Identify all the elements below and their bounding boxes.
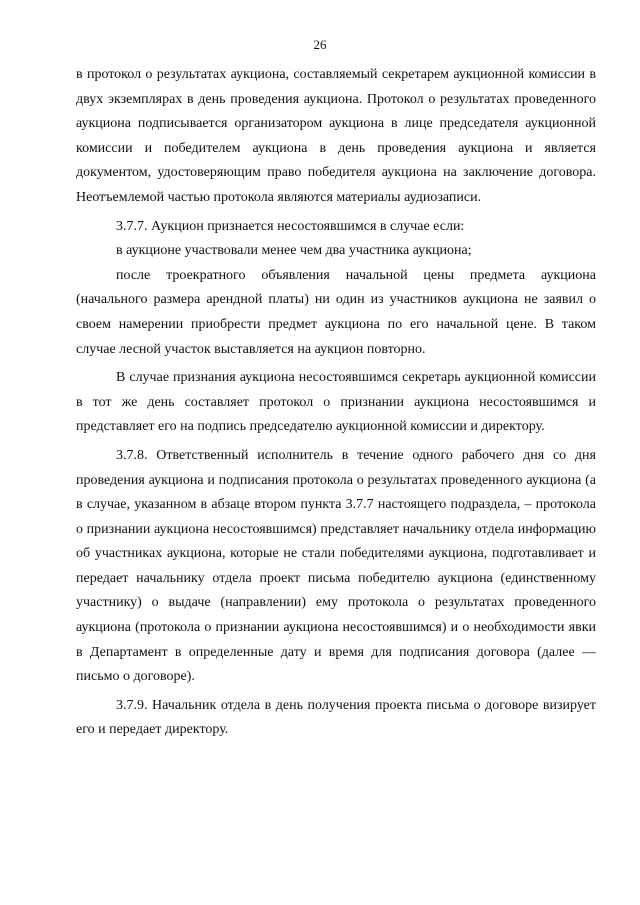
paragraph-3-7-9: 3.7.9. Начальник отдела в день получения проекта письма о договоре визирует его и передает директору. bbox=[76, 697, 596, 738]
paragraph-failed-auction-protocol: В случае признания аукциона несостоявшимся секретарь аукционной комиссии в тот же день составляет протокол о признании аукциона несостоявшимся и представляет его на подпись председателю аукционной комиссии и директору. bbox=[76, 370, 596, 435]
paragraph-3-7-7-condition-1: в аукционе участвовали менее чем два участника аукциона; bbox=[116, 243, 472, 259]
paragraph-3-7-8: 3.7.8. Ответственный исполнитель в течение одного рабочего дня со дня проведения аукциона и подписания протокола о результатах проведенного аукциона (а в случае, указанном в абзаце втором пункта 3.7.7 настоящего подраздела, – протокола о признании аукциона несостоявшимся) представляет начальнику отдела информацию об участниках аукциона, которые не стали победителями аукциона, подготавливает и передает начальнику отдела проект письма победителю аукциона (единственному участнику) о выдаче (направлении) ему протокола о результатах проведенного аукциона (протокола о признании аукциона несостоявшимся) и о необходимости явки в Департамент в определенные дату и время для подписания договора (далее — письмо о договоре). bbox=[76, 447, 596, 685]
document-body bbox=[76, 63, 596, 743]
paragraph-protocol-continuation: в протокол о результатах аукциона, составляемый секретарем аукционной комиссии в двух экземплярах в день проведения аукциона. Протокол о результатах проведенного аукциона подписывается организатором аукциона в лице председателя аукционной комиссии и победителем аукциона в день проведения аукциона и является документом, удостоверяющим право победителя аукциона на заключение договора. Неотъемлемой частью протокола являются материалы аудиозаписи. bbox=[76, 67, 596, 205]
page-number: 26 bbox=[313, 37, 327, 52]
paragraph-3-7-7-condition-2: после троекратного объявления начальной цены предмета аукциона (начального размера арендной платы) ни один из участников аукциона не заявил о своем намерении приобрести предмет аукциона по его начальной цене. В таком случае лесной участок выставляется на аукцион повторно. bbox=[76, 267, 596, 357]
paragraph-3-7-7-heading: 3.7.7. Аукцион признается несостоявшимся в случае если: bbox=[116, 218, 465, 234]
